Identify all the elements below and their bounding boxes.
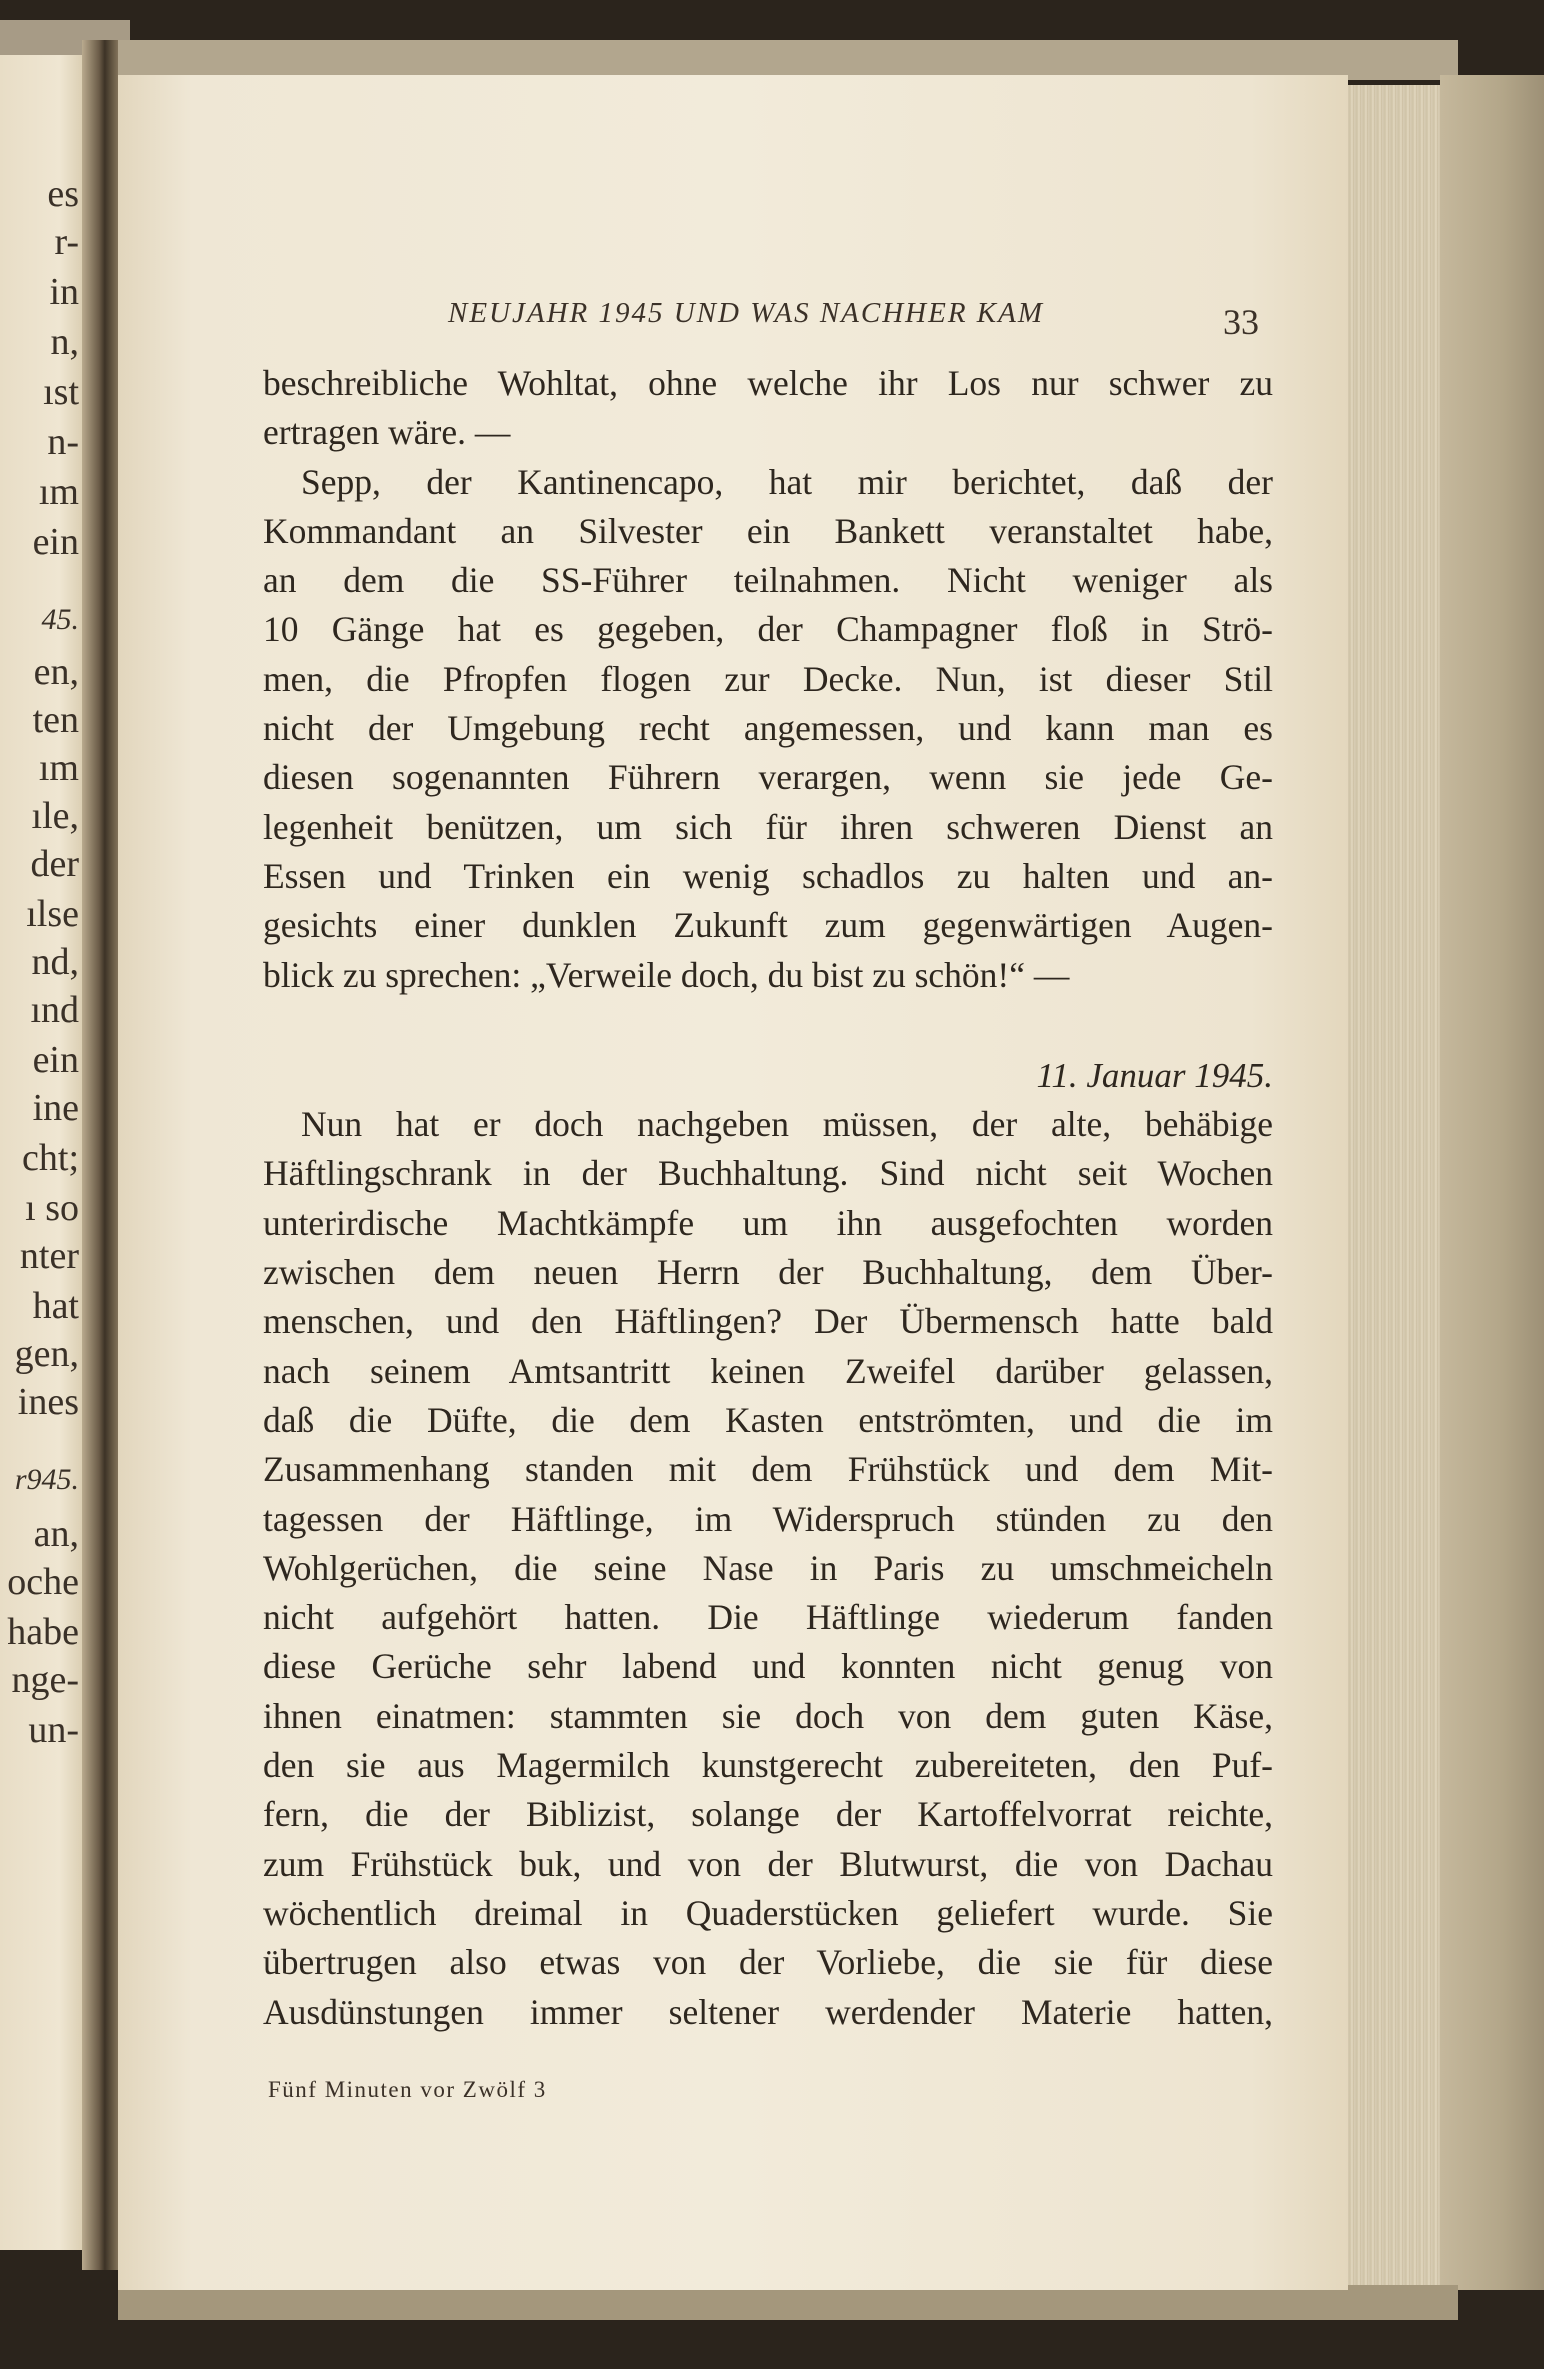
left-page-line-fragment: ı so	[25, 1187, 79, 1229]
text-line: Sepp, der Kantinencapo, hat mir berichtet, daß der	[301, 461, 1273, 502]
text-line: legenheit benützen, um sich für ihren schweren Dienst an	[263, 806, 1273, 847]
text-line: Nun hat er doch nachgeben müssen, der alte, behäbige	[301, 1104, 1273, 1145]
text-line: tagessen der Häftlinge, im Widerspruch stünden zu den	[263, 1498, 1273, 1539]
text-line: 10 Gänge hat es gegeben, der Champagner floß in Strö-	[263, 609, 1273, 650]
left-page-line-fragment: ine	[32, 1087, 79, 1129]
left-page-line-fragment: ıle,	[31, 795, 79, 837]
text-line: Essen und Trinken ein wenig schadlos zu halten und an-	[263, 855, 1273, 896]
left-page-line-fragment: der	[30, 843, 79, 885]
left-page-line-fragment: nter	[19, 1235, 79, 1277]
left-page-line-fragment: en,	[33, 651, 79, 693]
text-line: nicht der Umgebung recht angemessen, und kann man es	[263, 708, 1273, 749]
text-line: daß die Düfte, die dem Kasten entströmten, und die im	[263, 1399, 1273, 1440]
text-line: übertrugen also etwas von der Vorliebe, die sie für diese	[263, 1942, 1273, 1983]
text-line: fern, die der Biblizist, solange der Kartoffelvorrat reichte,	[263, 1794, 1273, 1835]
text-line: ihnen einatmen: stammten sie doch von dem guten Käse,	[263, 1695, 1273, 1736]
left-page-line-fragment: ein	[32, 1039, 79, 1081]
paragraph-gap	[263, 1000, 1273, 1049]
left-page-line-fragment: oche	[7, 1561, 79, 1603]
left-page-line-fragment: 45.	[41, 603, 79, 636]
cover-top-edge	[118, 40, 1458, 80]
left-page-line-fragment: gen,	[14, 1333, 79, 1375]
text-line: diese Gerüche sehr labend und konnten nicht genug von	[263, 1646, 1273, 1687]
text-line: Kommandant an Silvester ein Bankett veranstaltet habe,	[263, 510, 1273, 551]
left-page-line-fragment: n-	[47, 421, 79, 463]
page-block-edge	[1340, 85, 1450, 2300]
text-line: men, die Pfropfen flogen zur Decke. Nun, ist dieser Stil	[263, 658, 1273, 699]
left-page-line-fragment: in	[49, 271, 79, 313]
text-line: ertragen wäre. —	[263, 412, 511, 453]
book-page	[118, 75, 1348, 2290]
text-line: unterirdische Machtkämpfe um ihn ausgefochten worden	[263, 1202, 1273, 1243]
left-page-line-fragment: un-	[28, 1709, 79, 1751]
page-number: 33	[1223, 302, 1259, 342]
left-page-line-fragment: cht;	[22, 1137, 79, 1179]
text-line: menschen, und den Häftlingen? Der Übermensch hatte bald	[263, 1301, 1273, 1342]
text-line: an dem die SS-Führer teilnahmen. Nicht weniger als	[263, 560, 1273, 601]
body-text	[263, 359, 1273, 2037]
left-page-line-fragment: ılse	[26, 893, 79, 935]
book-gutter	[82, 40, 120, 2270]
text-line: wöchentlich dreimal in Quaderstücken geliefert wurde. Sie	[263, 1892, 1273, 1933]
text-line: zwischen dem neuen Herrn der Buchhaltung, dem Über-	[263, 1252, 1273, 1293]
left-page-line-fragment: nge-	[11, 1659, 79, 1701]
text-line: diesen sogenannten Führern verargen, wenn sie jede Ge-	[263, 757, 1273, 798]
text-line: beschreibliche Wohltat, ohne welche ihr Los nur schwer zu	[263, 363, 1273, 403]
text-line: nach seinem Amtsantritt keinen Zweifel darüber gelassen,	[263, 1350, 1273, 1391]
left-page-line-fragment: ınd	[30, 989, 79, 1031]
left-page-line-fragment: r-	[54, 221, 79, 263]
diary-date: 11. Januar 1945.	[1036, 1055, 1273, 1095]
running-header: NEUJAHR 1945 UND WAS NACHHER KAM	[448, 297, 1044, 329]
left-page-line-fragment: hat	[32, 1285, 79, 1327]
left-page-line-fragment: r945.	[14, 1463, 79, 1496]
previous-page-fragment	[0, 55, 85, 2250]
text-line: gesichts einer dunklen Zukunft zum gegenwärtigen Augen-	[263, 905, 1273, 946]
printer-signature: Fünf Minuten vor Zwölf 3	[268, 2077, 547, 2102]
left-page-line-fragment: ten	[32, 699, 79, 741]
text-line: Wohlgerüchen, die seine Nase in Paris zu umschmeicheln	[263, 1547, 1273, 1588]
left-page-line-fragment: ım	[38, 747, 79, 789]
left-page-line-fragment: n,	[50, 321, 79, 363]
left-page-line-fragment: habe	[7, 1611, 79, 1653]
text-line: nicht aufgehört hatten. Die Häftlinge wiederum fanden	[263, 1597, 1273, 1638]
left-page-line-fragment: an,	[33, 1513, 79, 1555]
left-page-line-fragment: ein	[32, 521, 79, 563]
text-line: Zusammenhang standen mit dem Frühstück und dem Mit-	[263, 1449, 1273, 1490]
cover-bottom-edge	[118, 2285, 1458, 2320]
left-page-line-fragment: es	[47, 173, 79, 215]
text-line: den sie aus Magermilch kunstgerecht zubereiteten, den Puf-	[263, 1745, 1273, 1786]
left-page-line-fragment: nd,	[31, 941, 79, 983]
text-line: Häftlingschrank in der Buchhaltung. Sind nicht seit Wochen	[263, 1153, 1273, 1194]
left-page-line-fragment: ines	[17, 1381, 79, 1423]
left-page-line-fragment: ım	[38, 471, 79, 513]
text-line: Ausdünstungen immer seltener werdender Materie hatten,	[263, 1991, 1273, 2032]
left-page-line-fragment: ıst	[43, 371, 79, 413]
text-line: blick zu sprechen: „Verweile doch, du bist zu schön!“ —	[263, 954, 1070, 995]
cover-right-edge	[1440, 75, 1544, 2290]
text-line: zum Frühstück buk, und von der Blutwurst, die von Dachau	[263, 1843, 1273, 1884]
